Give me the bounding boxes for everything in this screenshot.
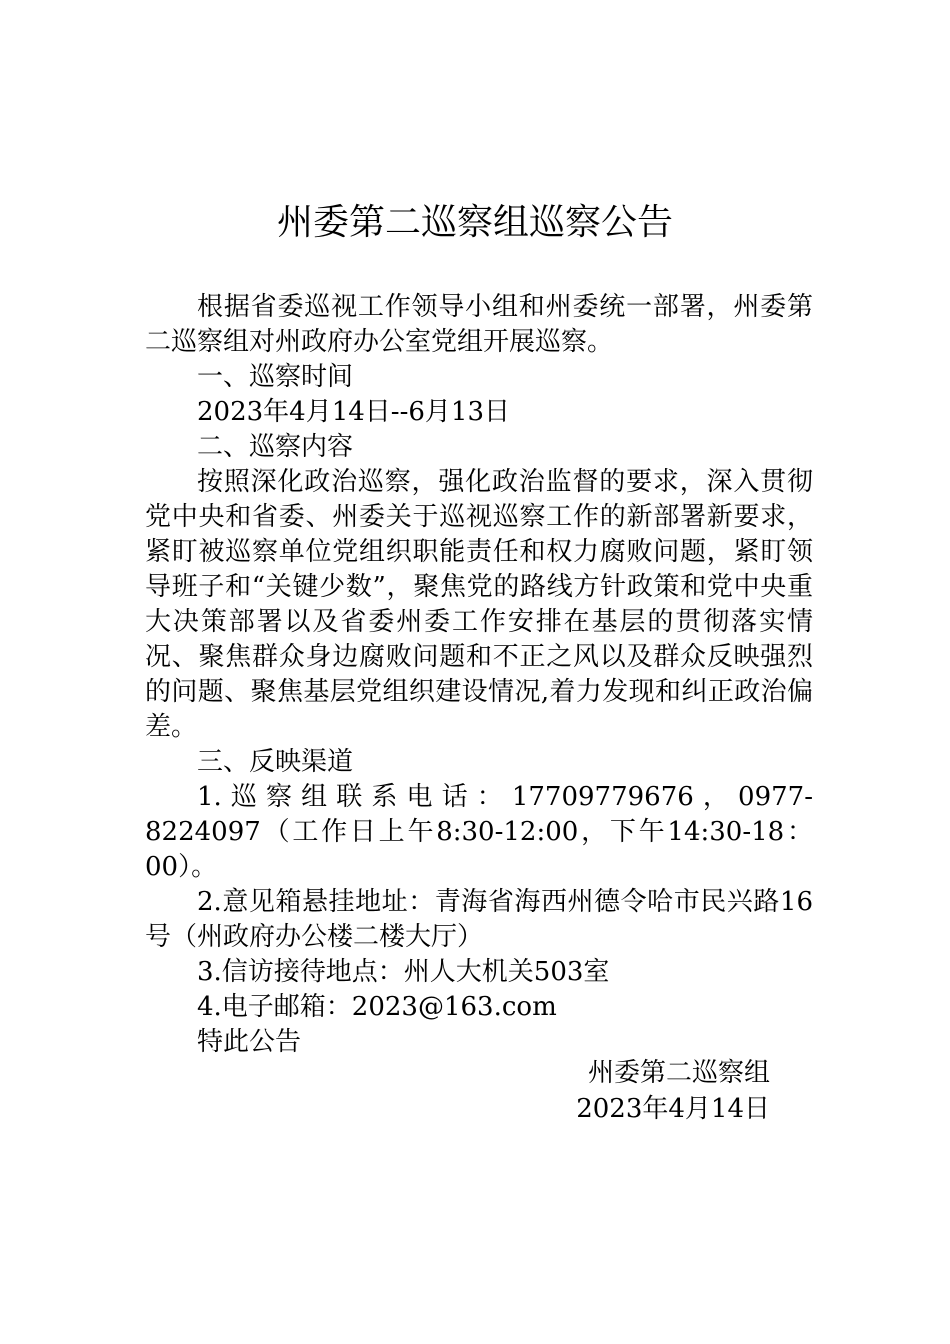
channel-mailbox: 2.意见箱悬挂地址：青海省海西州德令哈市民兴路16号（州政府办公楼二楼大厅）	[145, 887, 813, 952]
signature-org: 州委第二巡察组	[587, 1058, 770, 1088]
intro-paragraph: 根据省委巡视工作领导小组和州委统一部署，州委第二巡察组对州政府办公室党组开展巡察。	[145, 292, 813, 357]
section1-text: 2023年4月14日--6月13日	[197, 397, 510, 427]
document-body	[145, 290, 813, 1060]
channel-email: 4.电子邮箱：2023@163.com	[197, 992, 557, 1022]
section1-heading: 一、巡察时间	[197, 362, 354, 392]
signature-block	[576, 1055, 770, 1127]
channel-phone: 1.巡察组联系电话：17709779676，0977-8224097（工作日上午8:30-12:00，下午14:30-18：00）。	[145, 782, 813, 882]
section2-text: 按照深化政治巡察，强化政治监督的要求，深入贯彻党中央和省委、州委关于巡视巡察工作的新部署新要求，紧盯被巡察单位党组织职能责任和权力腐败问题，紧盯领导班子和“关键少数”，聚焦党的路线方针政策和党中央重大决策部署以及省委州委工作安排在基层的贯彻落实情况、聚焦群众身边腐败问题和不正之风以及群众反映强烈的问题、聚焦基层党组织建设情况,着力发现和纠正政治偏差。	[145, 467, 813, 742]
section2-heading: 二、巡察内容	[197, 432, 354, 462]
signature-date: 2023年4月14日	[576, 1094, 770, 1124]
closing-text: 特此公告	[197, 1027, 302, 1057]
channel-visit: 3.信访接待地点：州人大机关503室	[197, 957, 610, 987]
section3-heading: 三、反映渠道	[197, 747, 354, 777]
document-title: 州委第二巡察组巡察公告	[276, 202, 673, 243]
